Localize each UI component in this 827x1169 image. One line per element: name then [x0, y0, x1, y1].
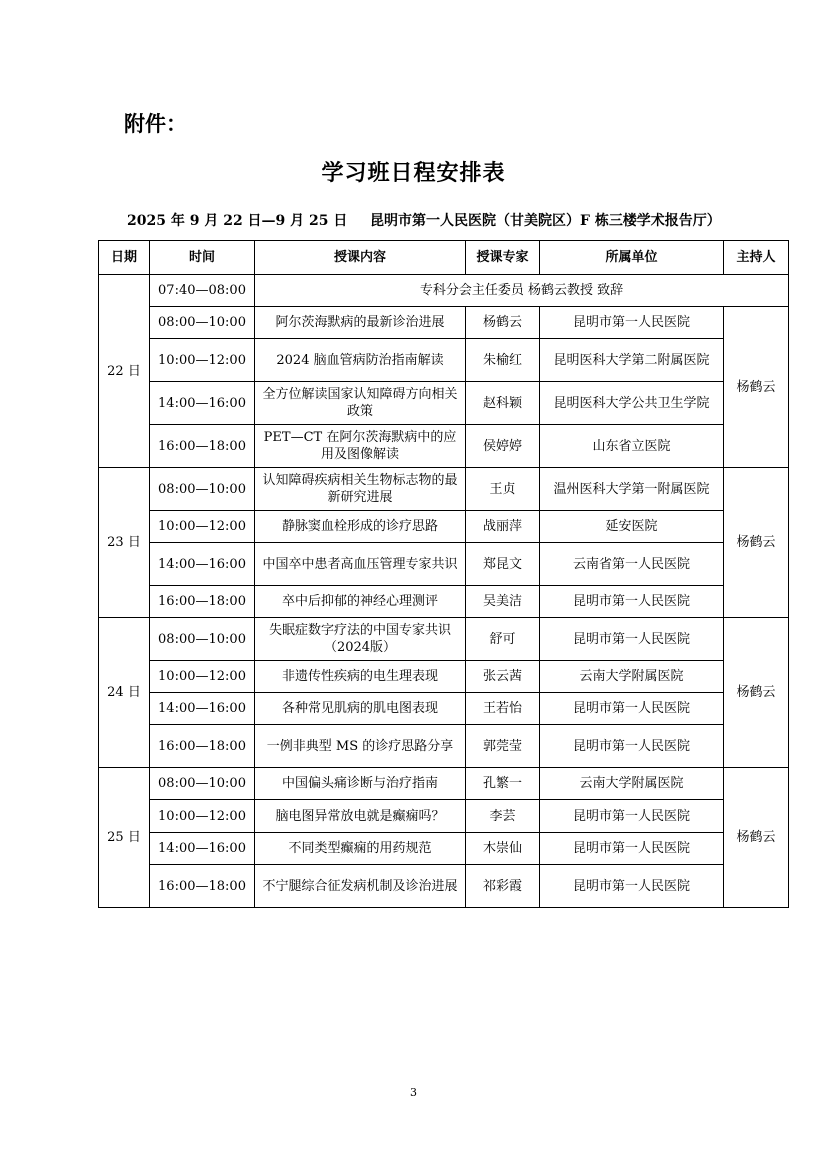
table-row [99, 768, 789, 800]
schedule-table [98, 240, 789, 908]
organization-cell: 昆明市第一人民医院 [540, 693, 724, 725]
topic-cell: 静脉窦血栓形成的诊疗思路 [255, 511, 466, 543]
organization-cell: 云南大学附属医院 [540, 661, 724, 693]
organization-cell: 延安医院 [540, 511, 724, 543]
organization-cell: 昆明市第一人民医院 [540, 725, 724, 768]
table-row [99, 833, 789, 865]
topic-cell: PET—CT 在阿尔茨海默病中的应用及图像解读 [255, 425, 466, 468]
day-cell: 24 日 [99, 618, 150, 768]
time-cell: 16:00—18:00 [150, 725, 255, 768]
time-cell: 10:00—12:00 [150, 511, 255, 543]
table-row [99, 543, 789, 586]
topic-cell: 2024 脑血管病防治指南解读 [255, 339, 466, 382]
speaker-cell: 孔繁一 [466, 768, 540, 800]
host-cell: 杨鹤云 [724, 768, 789, 908]
topic-cell: 中国卒中患者高血压管理专家共识 [255, 543, 466, 586]
subtitle-venue: 昆明市第一人民医院（甘美院区）F 栋三楼学术报告厅） [370, 213, 721, 229]
time-cell: 10:00—12:00 [150, 800, 255, 833]
topic-cell: 各种常见肌病的肌电图表现 [255, 693, 466, 725]
header-speaker: 授课专家 [466, 241, 540, 275]
organization-cell: 昆明医科大学第二附属医院 [540, 339, 724, 382]
topic-cell: 中国偏头痛诊断与治疗指南 [255, 768, 466, 800]
table-row [99, 468, 789, 511]
time-cell: 14:00—16:00 [150, 693, 255, 725]
speaker-cell: 李芸 [466, 800, 540, 833]
time-cell: 10:00—12:00 [150, 661, 255, 693]
organization-cell: 昆明市第一人民医院 [540, 800, 724, 833]
organization-cell: 温州医科大学第一附属医院 [540, 468, 724, 511]
page-number: 3 [410, 1086, 417, 1099]
topic-cell: 不同类型癫痫的用药规范 [255, 833, 466, 865]
topic-cell: 全方位解读国家认知障碍方向相关政策 [255, 382, 466, 425]
table-row [99, 275, 789, 307]
organization-cell: 昆明市第一人民医院 [540, 865, 724, 908]
speaker-cell: 王贞 [466, 468, 540, 511]
speaker-cell: 赵科颖 [466, 382, 540, 425]
time-cell: 14:00—16:00 [150, 382, 255, 425]
organization-cell: 昆明市第一人民医院 [540, 618, 724, 661]
table-header-row [99, 241, 789, 275]
speaker-cell: 吴美洁 [466, 586, 540, 618]
time-cell: 14:00—16:00 [150, 543, 255, 586]
table-row [99, 307, 789, 339]
header-date: 日期 [99, 241, 150, 275]
day-cell: 23 日 [99, 468, 150, 618]
table-row [99, 618, 789, 661]
subtitle-date-range: 2025 年 9 月 22 日—9 月 25 日 [127, 213, 348, 229]
page-title: 学习班日程安排表 [321, 161, 506, 186]
time-cell: 16:00—18:00 [150, 425, 255, 468]
header-topic: 授课内容 [255, 241, 466, 275]
table-row [99, 725, 789, 768]
host-cell: 杨鹤云 [724, 468, 789, 618]
day-cell: 22 日 [99, 275, 150, 468]
speaker-cell: 木崇仙 [466, 833, 540, 865]
table-row [99, 586, 789, 618]
organization-cell: 昆明市第一人民医院 [540, 586, 724, 618]
organization-cell: 昆明市第一人民医院 [540, 307, 724, 339]
topic-cell: 脑电图异常放电就是癫痫吗？ [255, 800, 466, 833]
attachment-label: 附件： [124, 112, 187, 136]
time-cell: 08:00—10:00 [150, 307, 255, 339]
time-cell: 08:00—10:00 [150, 618, 255, 661]
table-row [99, 800, 789, 833]
speaker-cell: 祁彩霞 [466, 865, 540, 908]
day-cell: 25 日 [99, 768, 150, 908]
time-cell: 10:00—12:00 [150, 339, 255, 382]
organization-cell: 昆明医科大学公共卫生学院 [540, 382, 724, 425]
host-cell: 杨鹤云 [724, 618, 789, 768]
table-row [99, 693, 789, 725]
topic-cell: 认知障碍疾病相关生物标志物的最新研究进展 [255, 468, 466, 511]
topic-cell: 失眠症数字疗法的中国专家共识（2024版） [255, 618, 466, 661]
topic-cell: 非遗传性疾病的电生理表现 [255, 661, 466, 693]
organization-cell: 云南省第一人民医院 [540, 543, 724, 586]
header-time: 时间 [150, 241, 255, 275]
time-cell: 07:40—08:00 [150, 275, 255, 307]
speaker-cell: 郑昆文 [466, 543, 540, 586]
table-row [99, 425, 789, 468]
table-row [99, 661, 789, 693]
table-row [99, 339, 789, 382]
time-cell: 16:00—18:00 [150, 865, 255, 908]
host-cell: 杨鹤云 [724, 307, 789, 468]
header-organization: 所属单位 [540, 241, 724, 275]
table-row [99, 511, 789, 543]
topic-cell: 不宁腿综合征发病机制及诊治进展 [255, 865, 466, 908]
time-cell: 14:00—16:00 [150, 833, 255, 865]
topic-cell: 阿尔茨海默病的最新诊治进展 [255, 307, 466, 339]
speaker-cell: 张云茜 [466, 661, 540, 693]
speaker-cell: 杨鹤云 [466, 307, 540, 339]
time-cell: 16:00—18:00 [150, 586, 255, 618]
speaker-cell: 战丽萍 [466, 511, 540, 543]
header-host: 主持人 [724, 241, 789, 275]
organization-cell: 云南大学附属医院 [540, 768, 724, 800]
topic-cell: 一例非典型 MS 的诊疗思路分享 [255, 725, 466, 768]
speaker-cell: 郭莞莹 [466, 725, 540, 768]
speaker-cell: 朱榆红 [466, 339, 540, 382]
speaker-cell: 侯婷婷 [466, 425, 540, 468]
opening-remarks-cell: 专科分会主任委员 杨鹤云教授 致辞 [255, 275, 789, 307]
table-row [99, 382, 789, 425]
time-cell: 08:00—10:00 [150, 768, 255, 800]
topic-cell: 卒中后抑郁的神经心理测评 [255, 586, 466, 618]
speaker-cell: 王若怡 [466, 693, 540, 725]
organization-cell: 山东省立医院 [540, 425, 724, 468]
organization-cell: 昆明市第一人民医院 [540, 833, 724, 865]
table-row [99, 865, 789, 908]
time-cell: 08:00—10:00 [150, 468, 255, 511]
speaker-cell: 舒可 [466, 618, 540, 661]
